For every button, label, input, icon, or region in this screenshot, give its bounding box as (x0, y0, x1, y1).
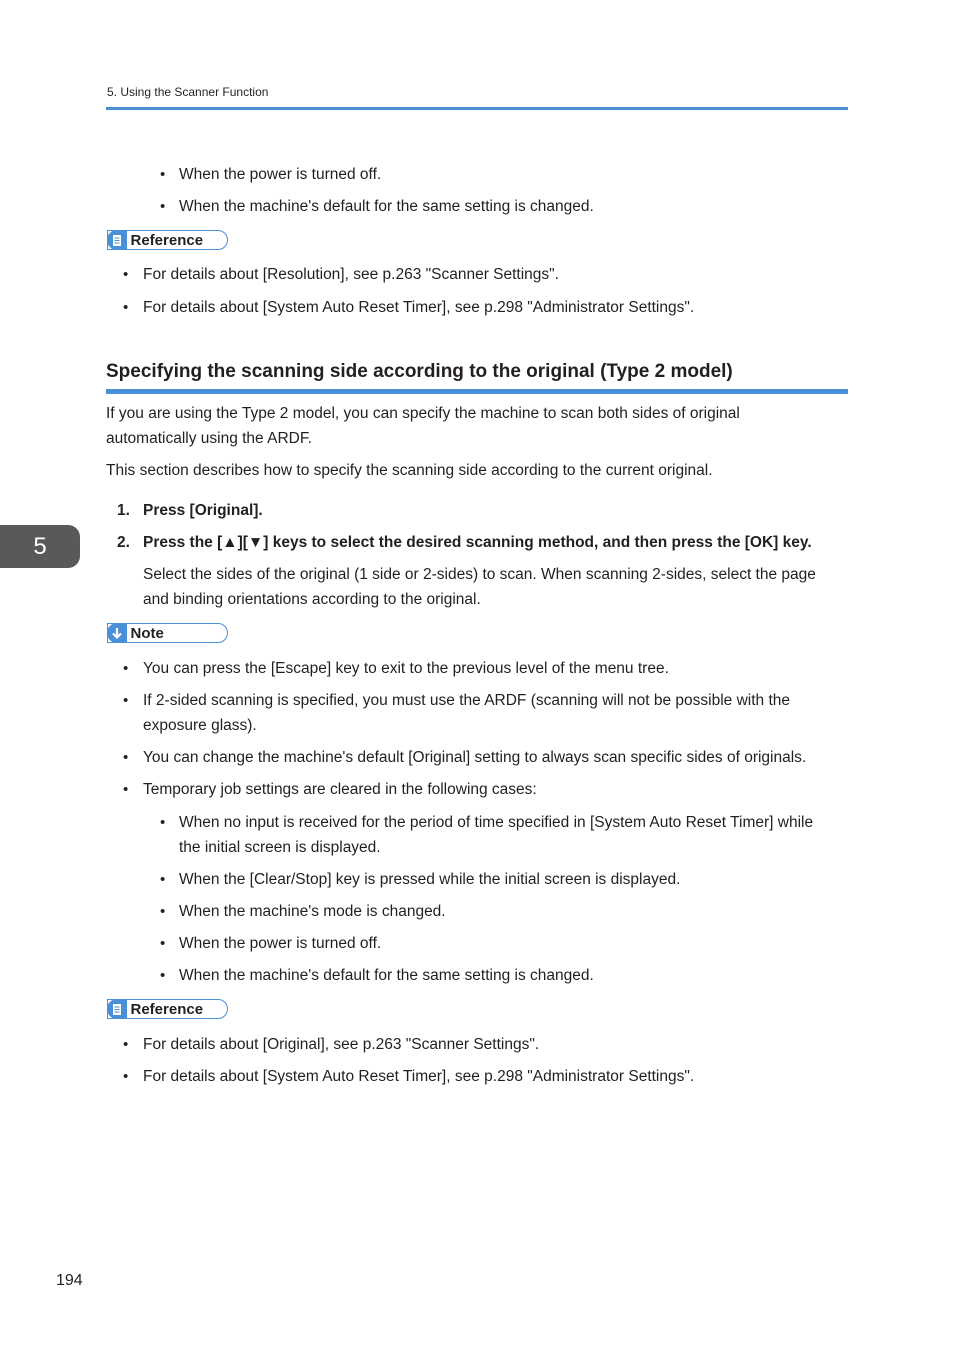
reference-label: Reference (130, 231, 204, 249)
reference-badge (107, 999, 228, 1019)
bullet-dot: • (123, 266, 129, 283)
header-rule (106, 107, 848, 110)
bullet-dot: • (160, 166, 166, 183)
bullet-dot: • (160, 198, 166, 215)
section-rule (106, 389, 848, 394)
note-label: Note (130, 624, 164, 642)
page-number: 194 (56, 1272, 83, 1289)
chapter-tab (0, 525, 80, 568)
list-item: Temporary job settings are cleared in the following cases: (143, 781, 537, 798)
list-item: When the machine's default for the same setting is changed. (179, 967, 594, 984)
document-icon (107, 999, 127, 1019)
list-item: You can press the [Escape] key to exit to the previous level of the menu tree. (143, 660, 669, 677)
bullet-dot: • (160, 871, 166, 888)
bullet-dot: • (160, 935, 166, 952)
document-icon (107, 230, 127, 250)
bullet-dot: • (123, 781, 129, 798)
list-item: When the power is turned off. (179, 935, 382, 952)
bullet-dot: • (160, 814, 166, 831)
step-number: 2. (117, 534, 130, 551)
list-item: If 2-sided scanning is specified, you must use the ARDF (scanning will not be possible with the (143, 692, 791, 709)
reference-label: Reference (130, 1000, 204, 1018)
paragraph-line: Select the sides of the original (1 side or 2-sides) to scan. When scanning 2-sides, select the page (143, 566, 816, 583)
list-item: For details about [System Auto Reset Timer], see p.298 "Administrator Settings". (143, 299, 695, 316)
list-item: When no input is received for the period of time specified in [System Auto Reset Timer] while (179, 814, 814, 831)
paragraph-line: If you are using the Type 2 model, you can specify the machine to scan both sides of original (106, 405, 740, 422)
paragraph-line: automatically using the ARDF. (106, 430, 312, 447)
list-item-continued: the initial screen is displayed. (179, 839, 381, 856)
list-item: When the power is turned off. (179, 166, 382, 183)
bullet-dot: • (123, 299, 129, 316)
bullet-dot: • (123, 660, 129, 677)
arrow-down-icon (107, 623, 127, 643)
running-head: 5. Using the Scanner Function (107, 85, 269, 99)
list-item: For details about [Original], see p.263 "Scanner Settings". (143, 1036, 540, 1053)
chapter-number: 5 (33, 532, 47, 560)
paragraph-line: This section describes how to specify the scanning side according to the current original. (106, 462, 713, 479)
bullet-dot: • (123, 692, 129, 709)
step-text: Press the [▲][▼] keys to select the desired scanning method, and then press the [OK] key. (143, 534, 812, 551)
list-item: When the machine's default for the same setting is changed. (179, 198, 594, 215)
note-badge (107, 623, 228, 643)
list-item: For details about [Resolution], see p.263 "Scanner Settings". (143, 266, 559, 283)
bullet-dot: • (123, 1036, 129, 1053)
list-item: When the machine's mode is changed. (179, 903, 446, 920)
bullet-dot: • (123, 1068, 129, 1085)
bullet-dot: • (123, 749, 129, 766)
step-number: 1. (117, 502, 130, 519)
paragraph-line: and binding orientations according to the original. (143, 591, 481, 608)
section-title: Specifying the scanning side according to the original (Type 2 model) (106, 361, 733, 382)
step-text: Press [Original]. (143, 502, 263, 519)
reference-badge (107, 230, 228, 250)
list-item-continued: exposure glass). (143, 717, 257, 734)
list-item: For details about [System Auto Reset Timer], see p.298 "Administrator Settings". (143, 1068, 695, 1085)
list-item: When the [Clear/Stop] key is pressed while the initial screen is displayed. (179, 871, 681, 888)
bullet-dot: • (160, 903, 166, 920)
bullet-dot: • (160, 967, 166, 984)
list-item: You can change the machine's default [Original] setting to always scan specific sides of originals. (143, 749, 807, 766)
